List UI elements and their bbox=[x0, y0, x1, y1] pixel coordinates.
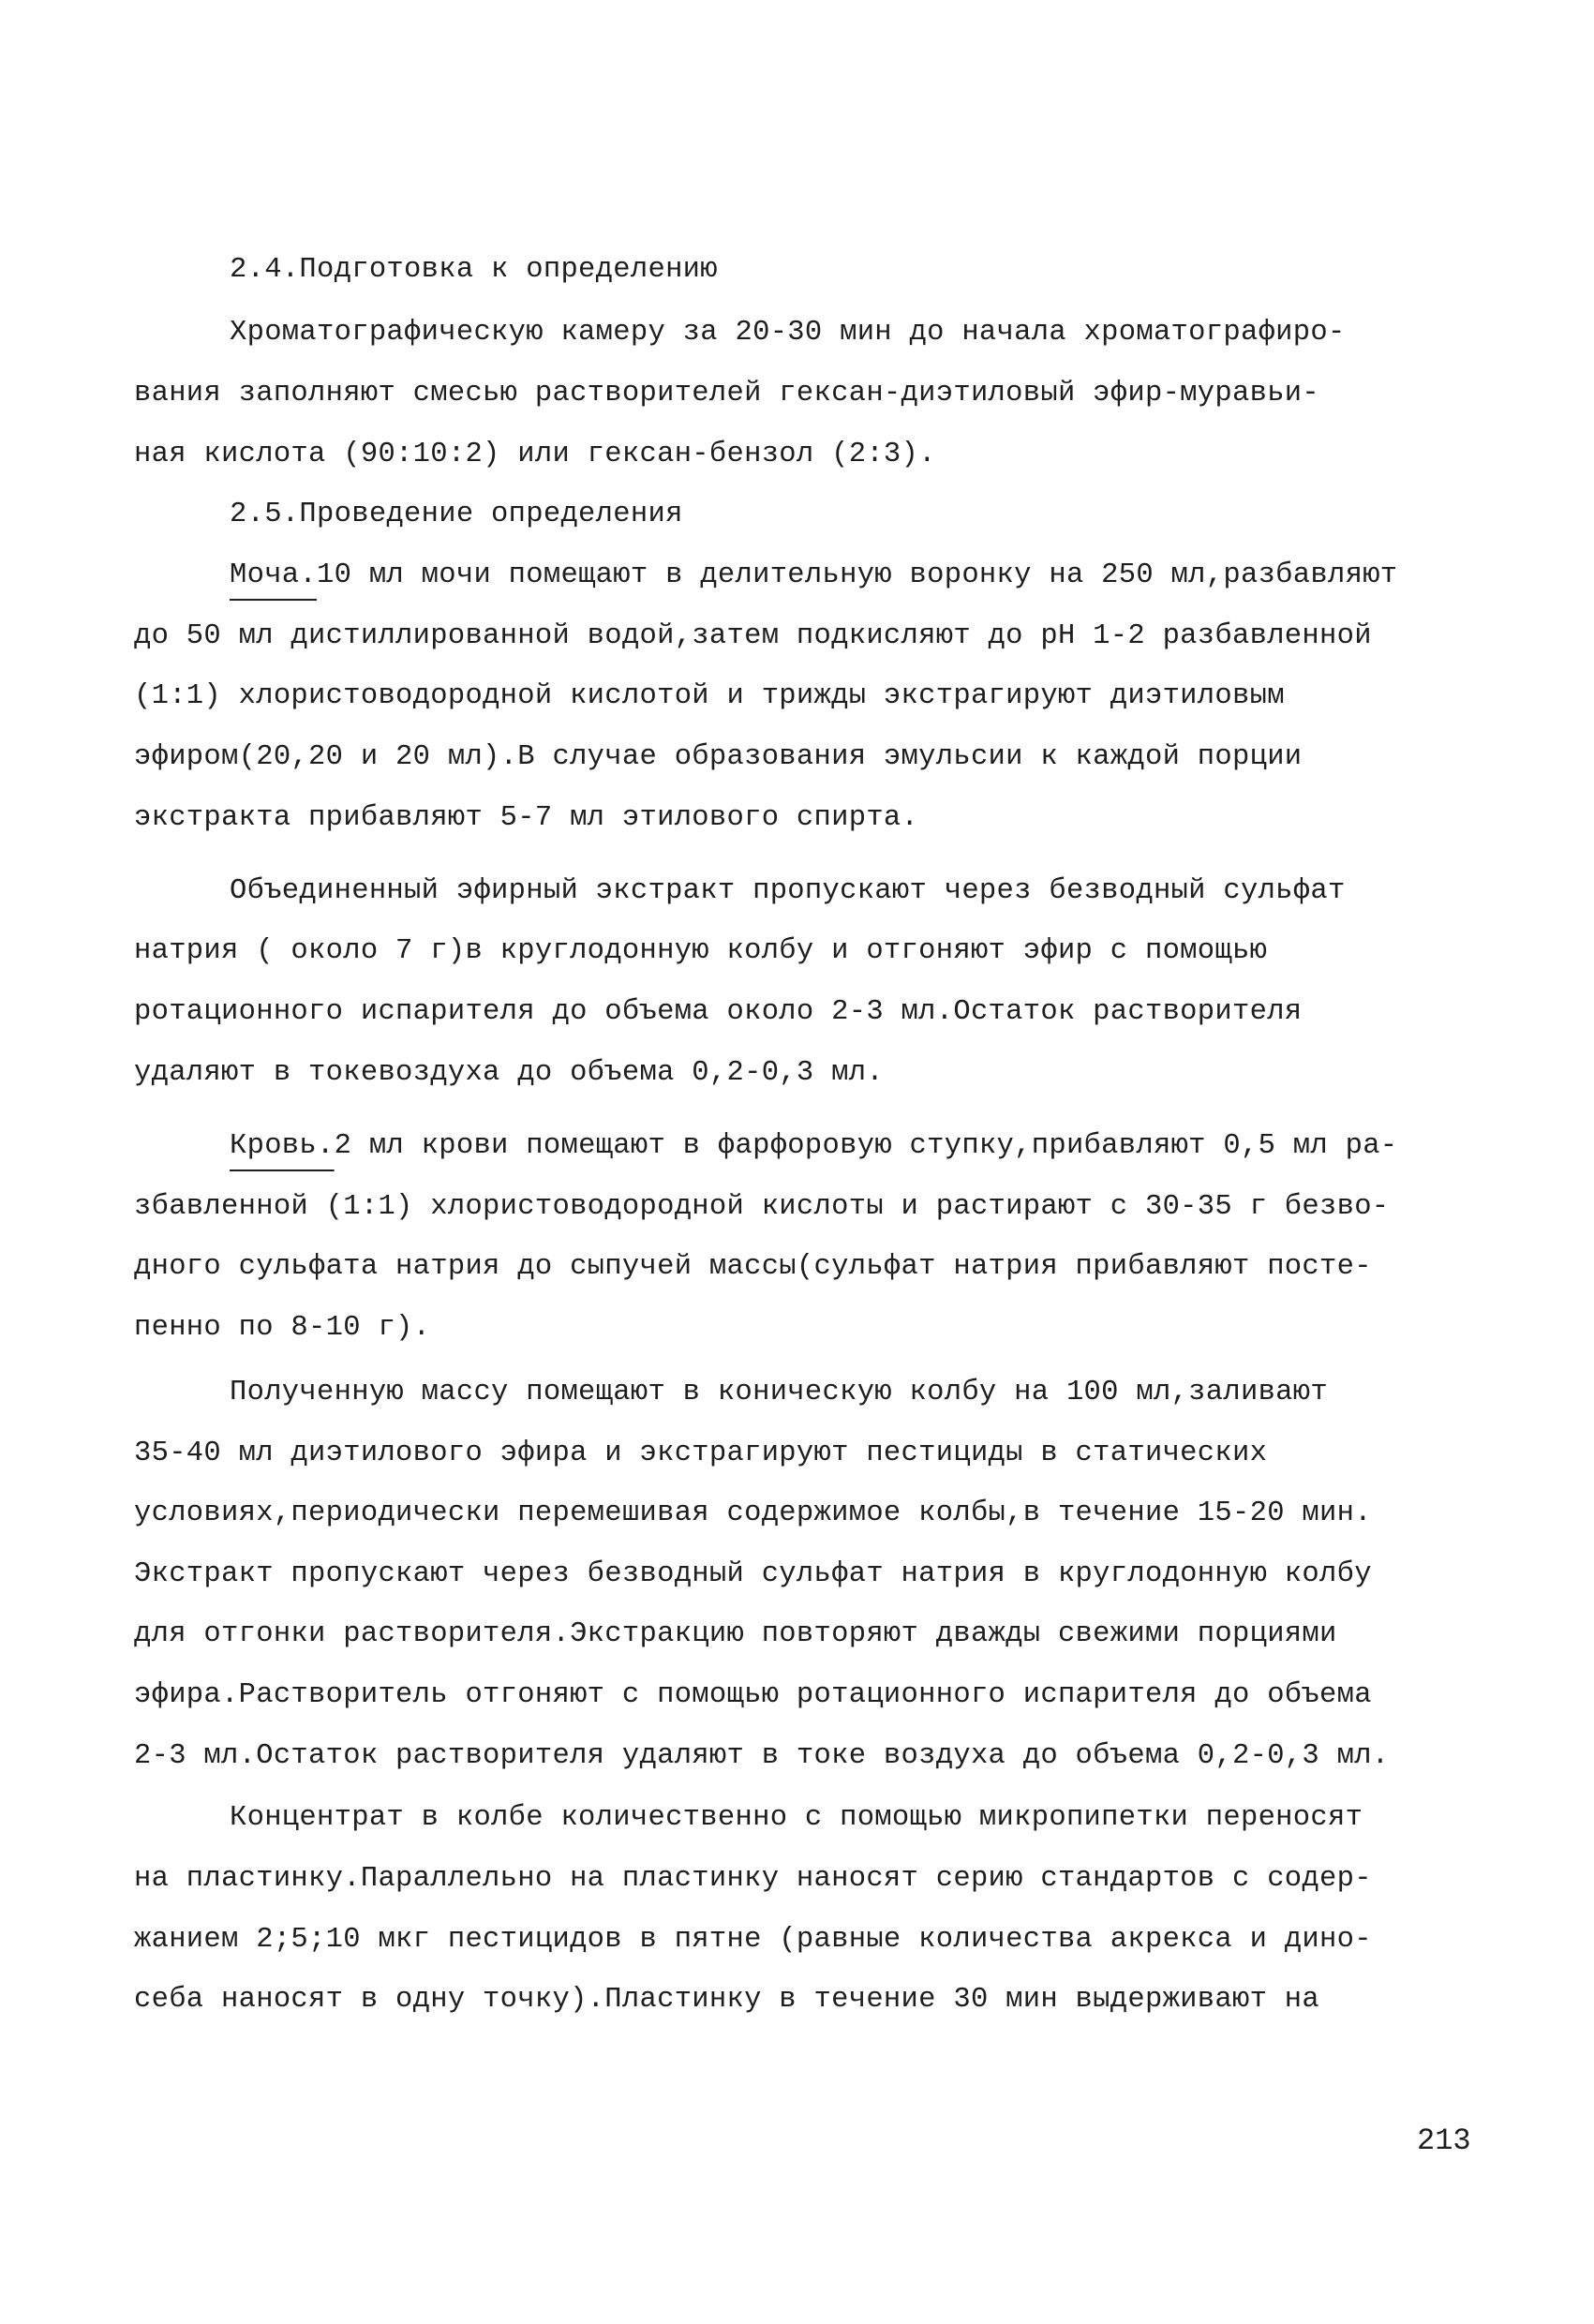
urine-paragraph-first-line bbox=[230, 557, 1397, 594]
text-line: эфира.Растворитель отгоняют с помощью ротационного испарителя до объема bbox=[134, 1679, 1372, 1711]
text-line: удаляют в токевоздуха до объема 0,2-0,3 мл. bbox=[134, 1057, 884, 1089]
text-line: до 50 мл дистиллированной водой,затем подкисляют до pH 1-2 разбавленной bbox=[134, 620, 1372, 652]
text-line: збавленной (1:1) хлористоводородной кислоты и растирают с 30-35 г безво- bbox=[134, 1191, 1390, 1223]
text-line: Экстракт пропускают через безводный сульфат натрия в круглодонную колбу bbox=[134, 1558, 1372, 1590]
text-line: 35-40 мл диэтилового эфира и экстрагируют пестициды в статических bbox=[134, 1438, 1268, 1469]
text-line: натрия ( около 7 г)в круглодонную колбу и отгоняют эфир с помощью bbox=[134, 935, 1268, 967]
section-heading-2-4: 2.4.Подготовка к определению bbox=[230, 254, 718, 286]
text-line: ротационного испарителя до объема около 2-3 мл.Остаток растворителя bbox=[134, 996, 1303, 1028]
text-line: Полученную массу помещают в коническую колбу на 100 мл,заливают bbox=[230, 1377, 1328, 1408]
text-line: дного сульфата натрия до сыпучей массы(сульфат натрия прибавляют посте- bbox=[134, 1251, 1372, 1283]
text-line: пенно по 8-10 г). bbox=[134, 1312, 431, 1344]
text-line: ная кислота (90:10:2) или гексан-бензол (2:3). bbox=[134, 439, 936, 470]
text-line: Концентрат в колбе количественно с помощью микропипетки переносят bbox=[230, 1802, 1363, 1834]
page-number: 213 bbox=[1417, 2123, 1471, 2158]
section-heading-2-5: 2.5.Проведение определения bbox=[230, 499, 683, 530]
text-line: на пластинку.Параллельно на пластинку наносят серию стандартов с содер- bbox=[134, 1863, 1372, 1895]
text-line: для отгонки растворителя.Экстракцию повторяют дважды свежими порциями bbox=[134, 1618, 1337, 1650]
text-line: (1:1) хлористоводородной кислотой и трижды экстрагируют диэтиловым bbox=[134, 680, 1285, 712]
text-line: себа наносят в одну точку).Пластинку в течение 30 мин выдерживают на bbox=[134, 1984, 1320, 2016]
text-run: 2 мл крови помещают в фарфоровую ступку,прибавляют 0,5 мл ра- bbox=[334, 1130, 1398, 1162]
blood-paragraph-first-line bbox=[230, 1127, 1397, 1165]
text-line: условиях,периодически перемешивая содержимое колбы,в течение 15-20 мин. bbox=[134, 1497, 1372, 1529]
text-line: Хроматографическую камеру за 20-30 мин до начала хроматографиро- bbox=[230, 317, 1346, 349]
text-line: 2-3 мл.Остаток растворителя удаляют в токе воздуха до объема 0,2-0,3 мл. bbox=[134, 1740, 1390, 1772]
text-line: экстракта прибавляют 5-7 мл этилового спирта. bbox=[134, 802, 919, 834]
urine-label: Моча. bbox=[230, 559, 318, 591]
text-line: вания заполняют смесью растворителей гексан-диэтиловый эфир-муравьи- bbox=[134, 378, 1320, 410]
text-line: Объединенный эфирный экстракт пропускают через безводный сульфат bbox=[230, 875, 1346, 907]
text-line: эфиром(20,20 и 20 мл).В случае образования эмульсии к каждой порции bbox=[134, 741, 1303, 773]
text-run: 10 мл мочи помещают в делительную воронку на 250 мл,разбавляют bbox=[317, 559, 1398, 591]
text-line: жанием 2;5;10 мкг пестицидов в пятне (равные количества акрекса и дино- bbox=[134, 1924, 1372, 1956]
blood-label: Кровь. bbox=[230, 1130, 335, 1162]
